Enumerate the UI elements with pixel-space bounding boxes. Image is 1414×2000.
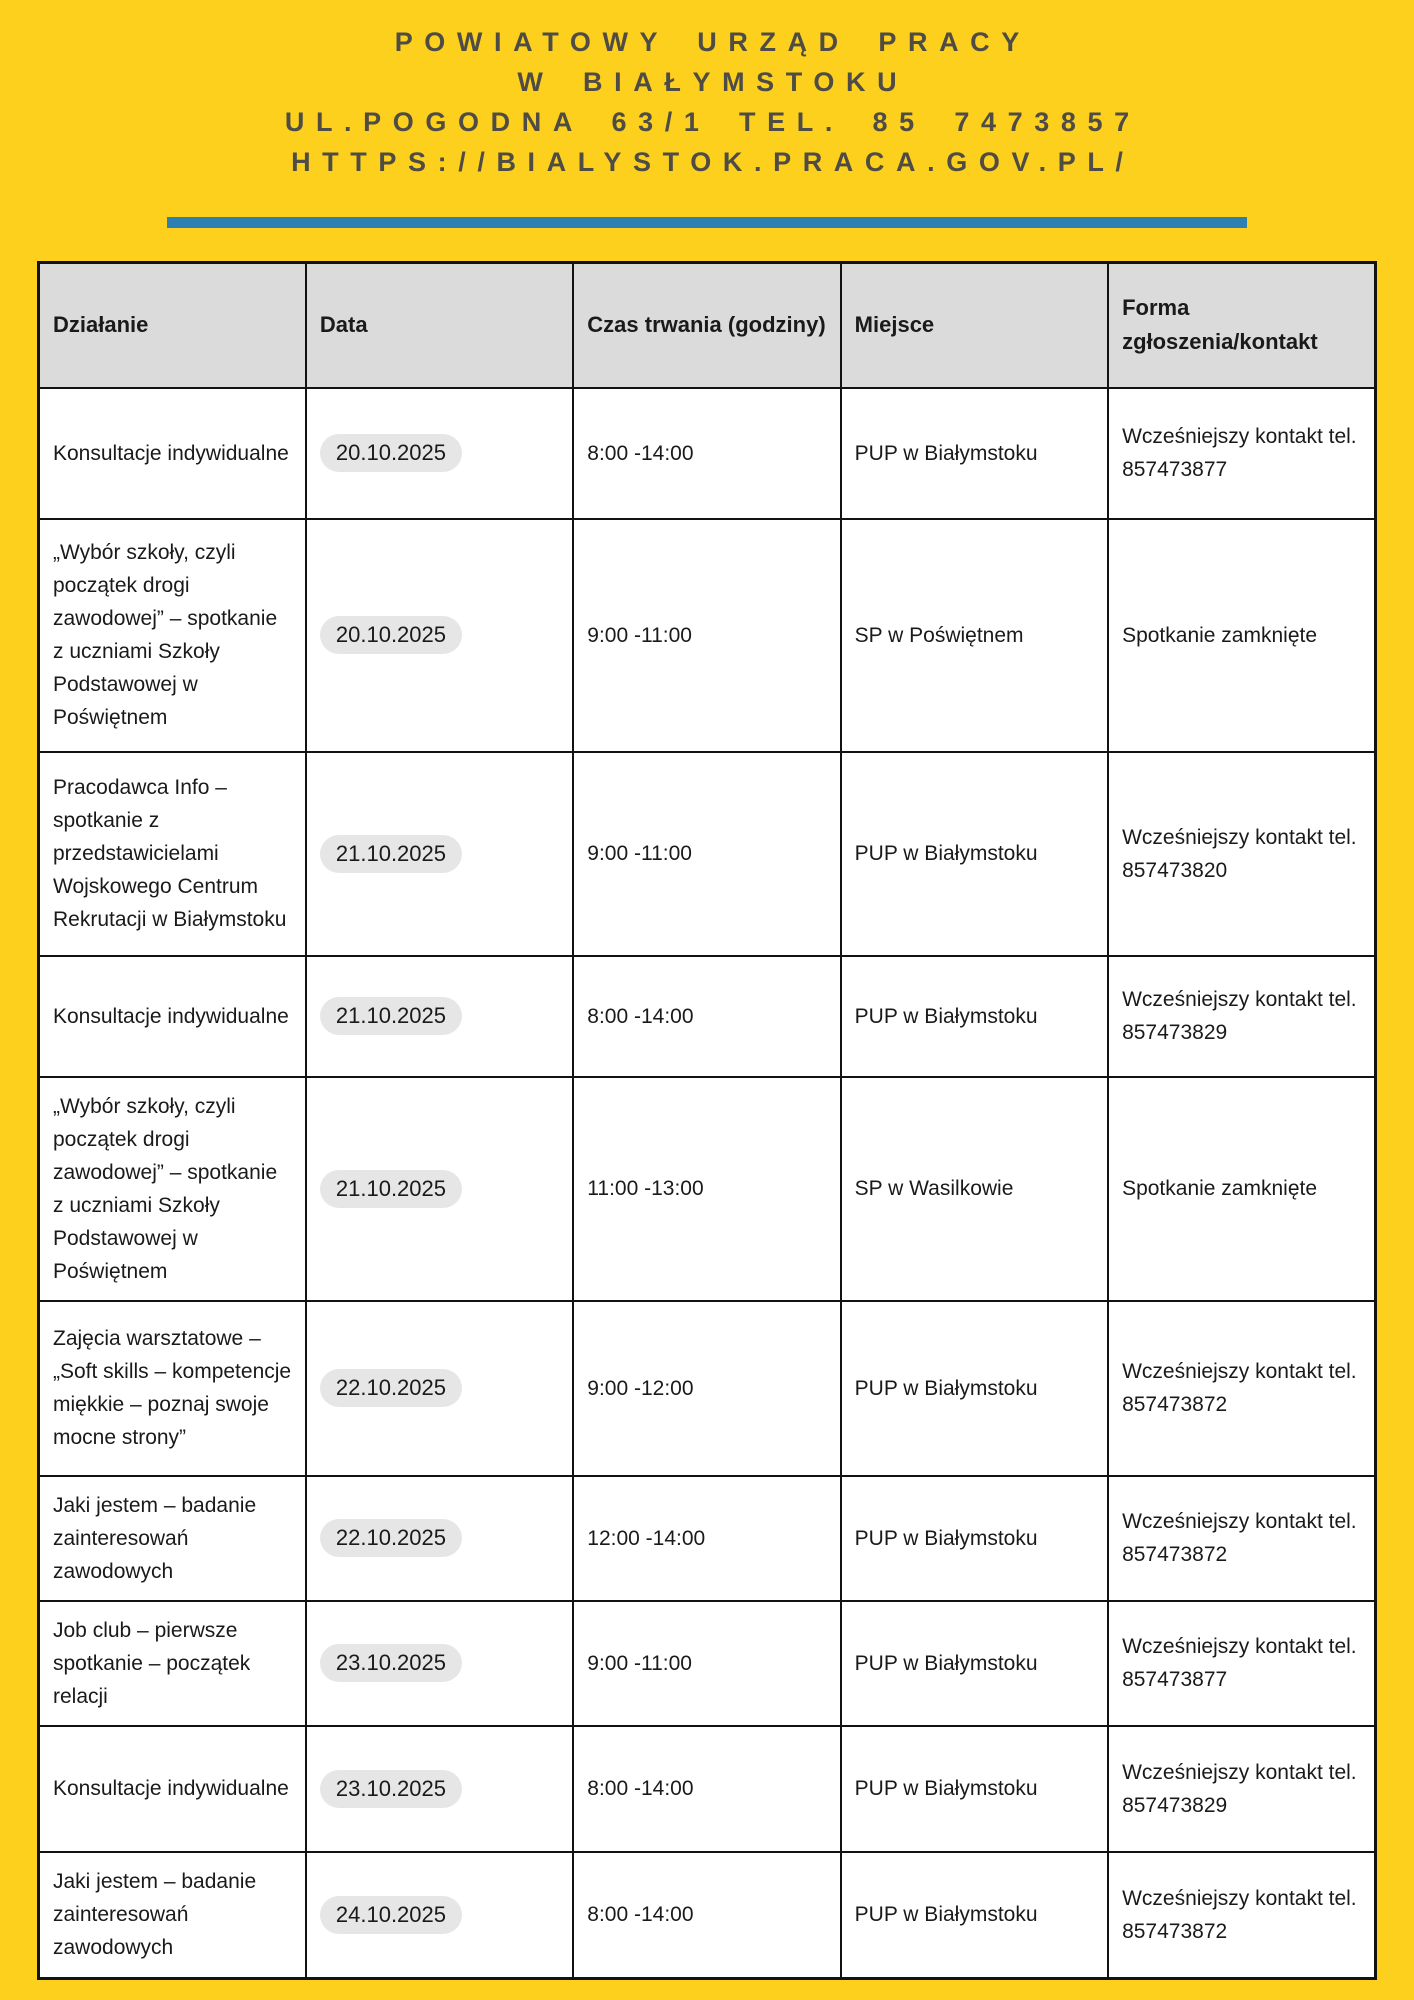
- table-row: [39, 752, 1376, 956]
- date-cell: [306, 1726, 573, 1852]
- date-badge: 23.10.2025: [320, 1644, 462, 1682]
- date-cell: [306, 1301, 573, 1476]
- contact-cell: Wcześniejszy kontakt tel. 857473872: [1108, 1301, 1375, 1476]
- date-badge: 20.10.2025: [320, 616, 462, 654]
- table-row: [39, 519, 1376, 752]
- place-cell: PUP w Białymstoku: [841, 956, 1108, 1077]
- time-cell: 9:00 -11:00: [573, 1601, 840, 1726]
- activity-cell: Jaki jestem – badanie zainteresowań zawodowych: [39, 1852, 306, 1979]
- contact-cell: Wcześniejszy kontakt tel. 857473872: [1108, 1476, 1375, 1601]
- contact-cell: Wcześniejszy kontakt tel. 857473872: [1108, 1852, 1375, 1979]
- date-cell: [306, 1077, 573, 1301]
- time-cell: 8:00 -14:00: [573, 1726, 840, 1852]
- activity-cell: Pracodawca Info – spotkanie z przedstawicielami Wojskowego Centrum Rekrutacji w Białymstoku: [39, 752, 306, 956]
- activity-cell: Zajęcia warsztatowe – „Soft skills – kompetencje miękkie – poznaj swoje mocne strony”: [39, 1301, 306, 1476]
- place-cell: PUP w Białymstoku: [841, 388, 1108, 519]
- contact-cell: Wcześniejszy kontakt tel. 857473877: [1108, 1601, 1375, 1726]
- date-cell: [306, 519, 573, 752]
- activity-cell: Konsultacje indywidualne: [39, 956, 306, 1077]
- document-header: [0, 0, 1414, 182]
- place-cell: SP w Wasilkowie: [841, 1077, 1108, 1301]
- table-row: [39, 1852, 1376, 1979]
- column-header-activity: Działanie: [39, 263, 306, 388]
- place-cell: PUP w Białymstoku: [841, 1852, 1108, 1979]
- org-website-url: HTTPS://BIALYSTOK.PRACA.GOV.PL/: [291, 147, 1135, 177]
- place-cell: PUP w Białymstoku: [841, 1476, 1108, 1601]
- activity-cell: „Wybór szkoły, czyli początek drogi zawodowej” – spotkanie z uczniami Szkoły Podstawowej w Poświętnem: [39, 1077, 306, 1301]
- activity-cell: Jaki jestem – badanie zainteresowań zawodowych: [39, 1476, 306, 1601]
- date-badge: 22.10.2025: [320, 1369, 462, 1407]
- date-badge: 21.10.2025: [320, 1170, 462, 1208]
- column-header-place: Miejsce: [841, 263, 1108, 388]
- table-row: [39, 1726, 1376, 1852]
- contact-cell: Wcześniejszy kontakt tel. 857473877: [1108, 388, 1375, 519]
- time-cell: 9:00 -11:00: [573, 752, 840, 956]
- time-cell: 9:00 -11:00: [573, 519, 840, 752]
- date-badge: 22.10.2025: [320, 1519, 462, 1557]
- contact-cell: Wcześniejszy kontakt tel. 857473820: [1108, 752, 1375, 956]
- time-cell: 9:00 -12:00: [573, 1301, 840, 1476]
- events-schedule-table: [37, 261, 1377, 1980]
- date-cell: [306, 1601, 573, 1726]
- place-cell: PUP w Białymstoku: [841, 1301, 1108, 1476]
- time-cell: 11:00 -13:00: [573, 1077, 840, 1301]
- date-cell: [306, 1852, 573, 1979]
- date-badge: 21.10.2025: [320, 835, 462, 873]
- table-row: [39, 1301, 1376, 1476]
- activity-cell: Job club – pierwsze spotkanie – początek relacji: [39, 1601, 306, 1726]
- activity-cell: Konsultacje indywidualne: [39, 1726, 306, 1852]
- table-row: [39, 956, 1376, 1077]
- date-cell: [306, 388, 573, 519]
- place-cell: PUP w Białymstoku: [841, 752, 1108, 956]
- time-cell: 8:00 -14:00: [573, 388, 840, 519]
- table-row: [39, 1476, 1376, 1601]
- table-row: [39, 1601, 1376, 1726]
- date-badge: 23.10.2025: [320, 1770, 462, 1808]
- place-cell: PUP w Białymstoku: [841, 1726, 1108, 1852]
- activity-cell: „Wybór szkoły, czyli początek drogi zawodowej” – spotkanie z uczniami Szkoły Podstawowej w Poświętnem: [39, 519, 306, 752]
- date-badge: 24.10.2025: [320, 1896, 462, 1934]
- table-row: [39, 1077, 1376, 1301]
- org-name-line-1: POWIATOWY URZĄD PRACY: [394, 27, 1031, 57]
- column-header-contact: Forma zgłoszenia/kontakt: [1108, 263, 1375, 388]
- date-cell: [306, 752, 573, 956]
- table-row: [39, 388, 1376, 519]
- column-header-date: Data: [306, 263, 573, 388]
- activity-cell: Konsultacje indywidualne: [39, 388, 306, 519]
- place-cell: PUP w Białymstoku: [841, 1601, 1108, 1726]
- org-name-line-2: W BIAŁYMSTOKU: [517, 67, 909, 97]
- contact-cell: Spotkanie zamknięte: [1108, 1077, 1375, 1301]
- time-cell: 8:00 -14:00: [573, 1852, 840, 1979]
- contact-cell: Spotkanie zamknięte: [1108, 519, 1375, 752]
- time-cell: 12:00 -14:00: [573, 1476, 840, 1601]
- org-address-phone: UL.POGODNA 63/1 TEL. 85 7473857: [284, 107, 1141, 137]
- place-cell: SP w Poświętnem: [841, 519, 1108, 752]
- divider-bar: [167, 217, 1247, 228]
- date-cell: [306, 1476, 573, 1601]
- date-badge: 21.10.2025: [320, 997, 462, 1035]
- time-cell: 8:00 -14:00: [573, 956, 840, 1077]
- contact-cell: Wcześniejszy kontakt tel. 857473829: [1108, 1726, 1375, 1852]
- contact-cell: Wcześniejszy kontakt tel. 857473829: [1108, 956, 1375, 1077]
- date-badge: 20.10.2025: [320, 434, 462, 472]
- column-header-duration: Czas trwania (godziny): [573, 263, 840, 388]
- table-header-row: [39, 263, 1376, 388]
- date-cell: [306, 956, 573, 1077]
